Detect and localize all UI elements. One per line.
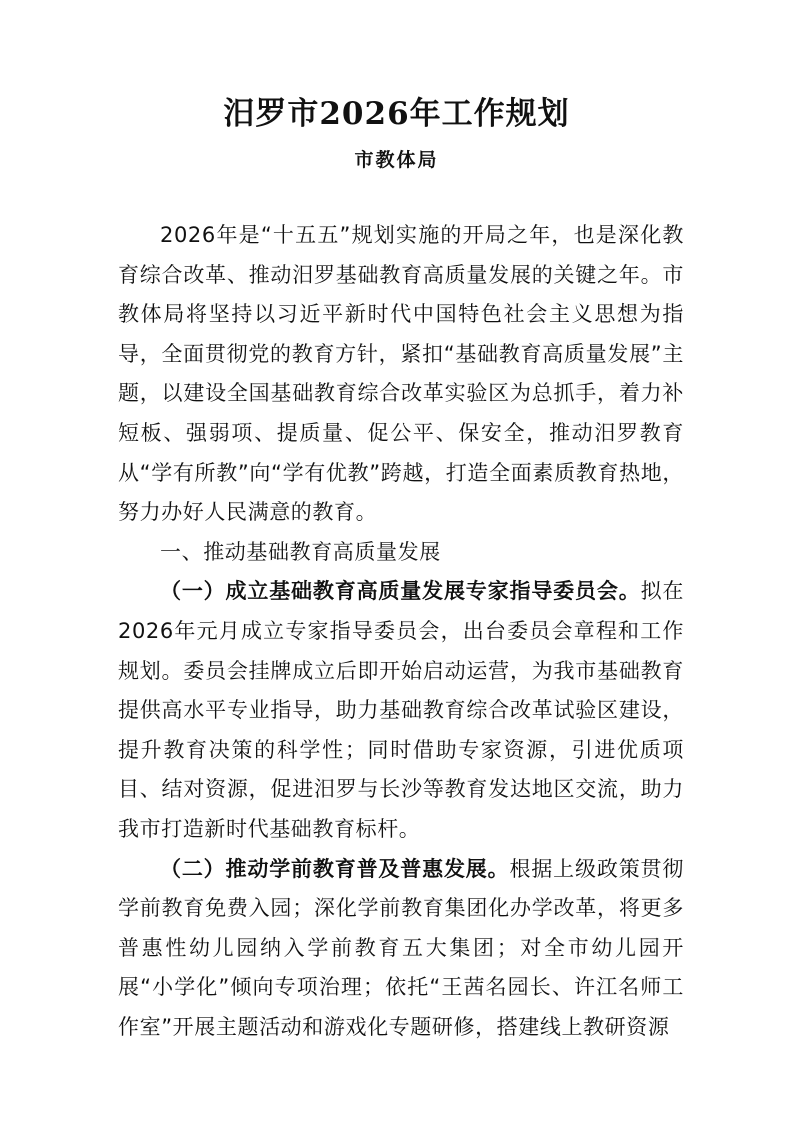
section-item-2 [118,850,684,1048]
section-heading: 一、推动基础教育高质量发展 [160,539,441,564]
document-body [118,216,684,1047]
document-title: 汨罗市2026年工作规划 [223,96,570,132]
item-2-text: 根据上级政策贯彻学前教育免费入园；深化学前教育集团化办学改革，将更多普惠性幼儿园纳入学前教育五大集团；对全市幼儿园开展“小学化”倾向专项治理；依托“王茜名园长、许江名师工作室”开展主题活动和游戏化专题研修，搭建线上教研资源 [118,856,684,1039]
department-name: 市教体局 [354,149,439,171]
section-item-1 [118,572,684,849]
intro-paragraph: 2026年是“十五五”规划实施的开局之年，也是深化教育综合改革、推动汨罗基础教育高质量发展的关键之年。市教体局将坚持以习近平新时代中国特色社会主义思想为指导，全面贯彻党的教育方针，紧扣“基础教育高质量发展”主题，以建设全国基础教育综合改革实验区为总抓手，着力补短板、强弱项、提质量、促公平、保安全，推动汨罗教育从“学有所教”向“学有优教”跨越，打造全面素质教育热地，努力办好人民满意的教育。 [118,223,684,525]
item-1-lead: （一）成立基础教育高质量发展专家指导委员会。 [160,579,641,604]
item-2-lead: （二）推动学前教育普及普惠发展。 [160,856,510,881]
item-1-text: 拟在2026年元月成立专家指导委员会，出台委员会章程和工作规划。委员会挂牌成立后即开始启动运营，为我市基础教育提供高水平专业指导，助力基础教育综合改革试验区建设，提升教育决策的科学性；同时借助专家资源，引进优质项目、结对资源，促进汨罗与长沙等教育发达地区交流，助力我市打造新时代基础教育标杆。 [118,579,685,841]
